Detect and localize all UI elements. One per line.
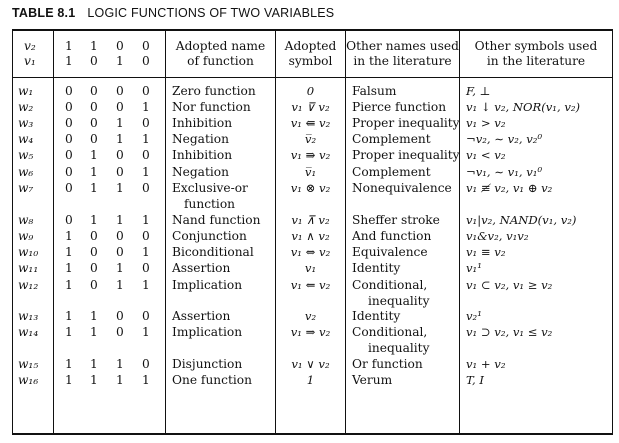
row-truth-bit: 0 [65, 116, 73, 130]
row-truth-bit: 1 [90, 325, 98, 339]
row-other-name: Sheffer stroke [352, 213, 440, 227]
row-truth-bit: 0 [142, 309, 150, 323]
row-other-name: Falsum [352, 84, 397, 98]
col-divider-symbol [345, 29, 346, 435]
row-adopted-name: Inhibition [172, 116, 233, 130]
header-v2-bit: 0 [116, 39, 124, 53]
row-truth-bit: 0 [65, 213, 73, 227]
row-truth-bit: 1 [142, 132, 150, 146]
header-adopted-name: Adopted name [175, 39, 266, 53]
row-other-symbols: v₂¹ [466, 309, 482, 323]
row-other-symbols: v₁ ≢ v₂, v₁ ⊕ v₂ [466, 181, 553, 195]
row-function-index: w₂ [18, 100, 34, 114]
row-other-symbols: v₁ ↓ v₂, NOR(v₁, v₂) [466, 100, 581, 114]
row-truth-bit: 0 [142, 84, 150, 98]
row-truth-bit: 1 [90, 148, 98, 162]
header-v1-bit: 0 [142, 54, 150, 68]
row-other-symbols: ¬v₁, ∼ v₁, v₁⁰ [466, 165, 543, 179]
row-other-name: Equivalence [352, 245, 428, 259]
row-truth-bit: 1 [142, 373, 150, 387]
row-adopted-symbol: v₂ [304, 309, 317, 323]
col-divider-bits [165, 29, 166, 435]
row-other-name: And function [352, 229, 432, 243]
row-truth-bit: 1 [65, 357, 73, 371]
row-adopted-symbol: v₁ ⇚ v₂ [290, 116, 331, 130]
row-adopted-name: Implication [172, 325, 243, 339]
row-function-index: w₁₅ [18, 357, 39, 371]
logic-functions-table [12, 29, 613, 435]
row-adopted-symbol: v₁ ∨ v₂ [291, 357, 330, 371]
row-function-index: w₁₄ [18, 325, 39, 339]
row-other-symbols: v₁ ⊂ v₂, v₁ ≥ v₂ [466, 278, 553, 292]
row-other-symbols: v₁¹ [466, 261, 482, 275]
row-truth-bit: 1 [65, 309, 73, 323]
row-adopted-symbol: v₁ ⇐ v₂ [290, 278, 331, 292]
row-truth-bit: 0 [90, 278, 98, 292]
header-v2: v₂ [24, 39, 36, 53]
row-truth-bit: 1 [142, 325, 150, 339]
row-adopted-symbol: v₁ ⊗ v₂ [290, 181, 331, 195]
header-v1-bit: 1 [116, 54, 124, 68]
row-adopted-symbol: v̅₂ [304, 132, 317, 146]
row-other-symbols: v₁|v₂, NAND(v₁, v₂) [466, 213, 577, 227]
row-adopted-symbol: v₁ ⇔ v₂ [290, 245, 331, 259]
row-function-index: w₁₁ [18, 261, 39, 275]
row-other-name-cont: inequality [368, 294, 430, 308]
header-v2-bit: 1 [90, 39, 98, 53]
row-adopted-name: Implication [172, 278, 243, 292]
row-other-symbols: v₁ > v₂ [466, 116, 506, 130]
header-v1: v₁ [24, 54, 36, 68]
header-other-symbols-2: in the literature [486, 54, 586, 68]
header-adopted-name-2: of function [187, 54, 254, 68]
row-truth-bit: 0 [65, 148, 73, 162]
row-adopted-name: Negation [172, 132, 229, 146]
row-truth-bit: 1 [116, 116, 124, 130]
row-adopted-name: Biconditional [172, 245, 254, 259]
row-truth-bit: 1 [90, 165, 98, 179]
row-truth-bit: 1 [65, 261, 73, 275]
row-truth-bit: 0 [116, 309, 124, 323]
row-adopted-symbol: v₁ ⊽ v₂ [291, 100, 330, 114]
row-adopted-symbol: 1 [306, 373, 315, 387]
top-rule [12, 29, 613, 31]
row-truth-bit: 1 [90, 181, 98, 195]
row-truth-bit: 1 [142, 165, 150, 179]
row-adopted-symbol: v₁ [304, 261, 317, 275]
row-truth-bit: 1 [116, 132, 124, 146]
row-truth-bit: 0 [116, 165, 124, 179]
row-other-name: Or function [352, 357, 423, 371]
row-truth-bit: 0 [90, 132, 98, 146]
col-divider-other-names [459, 29, 460, 435]
row-other-symbols: v₁ < v₂ [466, 148, 506, 162]
header-v2-bit: 0 [142, 39, 150, 53]
row-other-symbols: v₁ ≡ v₂ [466, 245, 506, 259]
table-title: LOGIC FUNCTIONS OF TWO VARIABLES [87, 6, 335, 20]
row-truth-bit: 1 [142, 100, 150, 114]
row-truth-bit: 0 [90, 245, 98, 259]
row-truth-bit: 0 [116, 245, 124, 259]
row-truth-bit: 1 [142, 245, 150, 259]
row-function-index: w₃ [18, 116, 34, 130]
row-other-name: Complement [352, 165, 431, 179]
row-adopted-symbol: 0 [306, 84, 315, 98]
header-v1-bit: 1 [65, 54, 73, 68]
row-adopted-symbol: v₁ ∧ v₂ [291, 229, 330, 243]
left-border [12, 29, 13, 435]
header-other-names: Other names used [346, 39, 459, 53]
row-other-symbols: v₁ ⊃ v₂, v₁ ≤ v₂ [466, 325, 553, 339]
row-other-name: Identity [352, 309, 401, 323]
row-adopted-name: Zero function [172, 84, 256, 98]
row-other-name: Nonequivalence [352, 181, 452, 195]
row-function-index: w₁ [18, 84, 34, 98]
row-truth-bit: 0 [142, 181, 150, 195]
row-truth-bit: 1 [116, 261, 124, 275]
bottom-rule [12, 433, 613, 435]
row-adopted-name: Exclusive-or [172, 181, 248, 195]
row-other-name: Identity [352, 261, 401, 275]
row-truth-bit: 1 [142, 278, 150, 292]
row-function-index: w₁₃ [18, 309, 39, 323]
row-other-symbols: ¬v₂, ∼ v₂, v₂⁰ [466, 132, 543, 146]
row-truth-bit: 1 [116, 181, 124, 195]
row-truth-bit: 0 [65, 181, 73, 195]
row-truth-bit: 1 [65, 373, 73, 387]
row-truth-bit: 0 [142, 261, 150, 275]
row-other-symbols: v₁ + v₂ [466, 357, 506, 371]
row-adopted-name: Nor function [172, 100, 251, 114]
row-function-index: w₄ [18, 132, 34, 146]
row-truth-bit: 0 [90, 116, 98, 130]
row-truth-bit: 0 [142, 148, 150, 162]
header-rule [12, 77, 613, 78]
row-adopted-name: Negation [172, 165, 229, 179]
row-other-name: Complement [352, 132, 431, 146]
row-truth-bit: 1 [90, 373, 98, 387]
row-truth-bit: 1 [65, 278, 73, 292]
row-truth-bit: 1 [142, 213, 150, 227]
row-adopted-name: Assertion [172, 309, 231, 323]
row-adopted-name: Conjunction [172, 229, 247, 243]
row-other-name: Pierce function [352, 100, 447, 114]
row-other-name: Proper inequality [352, 116, 460, 130]
row-truth-bit: 0 [65, 100, 73, 114]
header-other-symbols: Other symbols used [474, 39, 598, 53]
header-other-names-2: in the literature [353, 54, 452, 68]
row-adopted-name: One function [172, 373, 252, 387]
row-adopted-symbol: v̅₁ [304, 165, 317, 179]
row-truth-bit: 0 [116, 100, 124, 114]
row-truth-bit: 1 [116, 373, 124, 387]
header-adopted-symbol: Adopted [284, 39, 337, 53]
row-other-name-cont: inequality [368, 341, 430, 355]
header-v2-bit: 1 [65, 39, 73, 53]
row-function-index: w₉ [18, 229, 34, 243]
row-truth-bit: 1 [90, 309, 98, 323]
row-truth-bit: 0 [116, 84, 124, 98]
row-function-index: w₁₆ [18, 373, 39, 387]
row-other-name: Conditional, [352, 278, 428, 292]
row-adopted-symbol: v₁ ⇒ v₂ [290, 325, 331, 339]
col-divider-index [53, 29, 54, 435]
row-adopted-symbol: v₁ ⇛ v₂ [290, 148, 331, 162]
row-function-index: w₈ [18, 213, 34, 227]
header-v1-bit: 0 [90, 54, 98, 68]
row-function-index: w₇ [18, 181, 34, 195]
row-other-symbols: v₁&v₂, v₁v₂ [466, 229, 529, 243]
row-other-symbols: F, ⊥ [466, 84, 491, 98]
row-truth-bit: 1 [90, 357, 98, 371]
row-function-index: w₆ [18, 165, 34, 179]
row-truth-bit: 0 [65, 132, 73, 146]
row-adopted-symbol: v₁ ⊼ v₂ [291, 213, 330, 227]
row-truth-bit: 1 [65, 245, 73, 259]
row-truth-bit: 0 [142, 357, 150, 371]
row-truth-bit: 0 [65, 84, 73, 98]
row-truth-bit: 0 [90, 100, 98, 114]
row-other-name: Proper inequality [352, 148, 460, 162]
table-number: TABLE 8.1 [12, 6, 76, 20]
row-truth-bit: 1 [116, 213, 124, 227]
row-other-name: Conditional, [352, 325, 428, 339]
row-truth-bit: 0 [90, 84, 98, 98]
row-truth-bit: 1 [116, 278, 124, 292]
row-truth-bit: 0 [142, 116, 150, 130]
row-truth-bit: 0 [116, 229, 124, 243]
row-adopted-name: Disjunction [172, 357, 243, 371]
header-adopted-symbol-2: symbol [288, 54, 333, 68]
right-border [612, 29, 613, 435]
row-truth-bit: 0 [116, 325, 124, 339]
row-truth-bit: 0 [90, 261, 98, 275]
row-function-index: w₅ [18, 148, 34, 162]
row-adopted-name: Nand function [172, 213, 261, 227]
row-truth-bit: 1 [65, 325, 73, 339]
row-other-symbols: T, I [466, 373, 484, 387]
row-truth-bit: 1 [116, 357, 124, 371]
row-function-index: w₁₀ [18, 245, 39, 259]
row-truth-bit: 0 [65, 165, 73, 179]
row-adopted-name: Assertion [172, 261, 231, 275]
row-truth-bit: 0 [116, 148, 124, 162]
table-caption [12, 6, 334, 20]
row-truth-bit: 0 [90, 229, 98, 243]
row-truth-bit: 1 [65, 229, 73, 243]
row-adopted-name-cont: function [184, 197, 236, 211]
row-truth-bit: 0 [142, 229, 150, 243]
row-function-index: w₁₂ [18, 278, 39, 292]
row-other-name: Verum [352, 373, 393, 387]
row-adopted-name: Inhibition [172, 148, 233, 162]
row-truth-bit: 1 [90, 213, 98, 227]
